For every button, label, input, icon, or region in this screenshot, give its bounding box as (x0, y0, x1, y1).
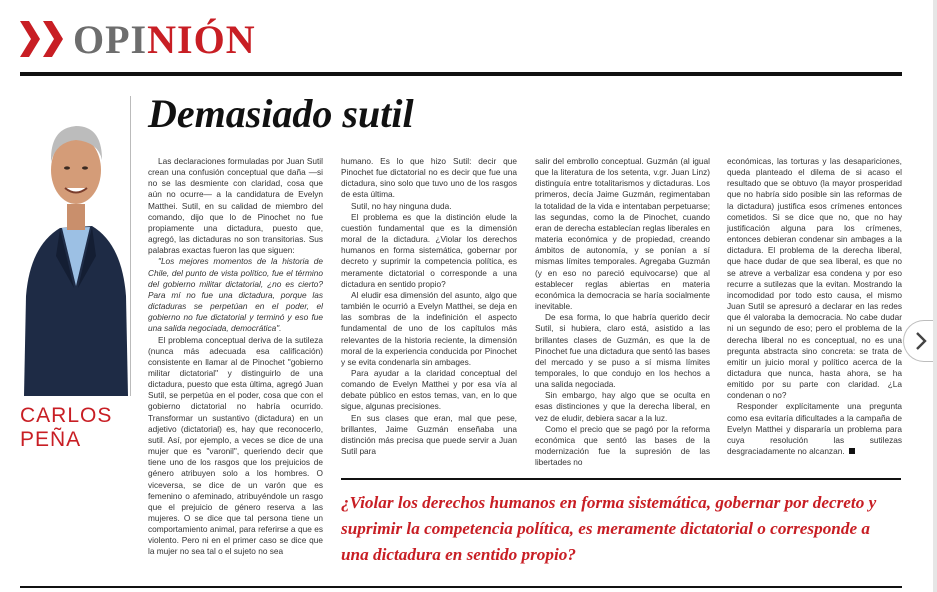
pullquote: ¿Violar los derechos humanos en forma sistemática, gobernar por decreto y suprimir la competencia política, es meramente dictatorial o corresponde a una dictadura en sentido propio? (341, 493, 877, 564)
article-paragraph: "Los mejores momentos de la historia de Chile, del punto de vista político, fue el término del gobierno militar dictatorial, ¿no es cierto? Para mí no fue una dictadura, porque las dictaduras se perpetúan en el poder, el gobierno no fue dictatorial y terminó y eso fue una salida negociada, democrática". (148, 256, 323, 334)
section-header (20, 14, 256, 64)
article-paragraph: El problema conceptual deriva de la sutileza (nunca más adecuada esa calificación) consistente en llamar al de Pinochet "gobierno militar dictatorial" y distinguirlo de una dictadura, puesto que esta última, agregó Juan Sutil, se perpetúa en el poder, cosa que con el gobierno dictatorial no habría ocurrido. Transformar un sustantivo (dictadura) en un adjetivo (dictatorial) es, hay que reconocerlo, sutil. Así, por ejemplo, a veces se dice de una mujer que es "varonil", queriendo decir que tiene uno de los rasgos que los prejuicios de género atribuyen solo a los hombres. O viceversa, se dice de un varón que es femenino o afeminado, atribuyéndole un rasgo que el prejuicio de género reserva a las mujeres. O se dice que tal persona tiene un comportamiento animal, para referirse a que es violento. Pero ni en el primer caso se dice que la mujer no sea tal o el sujeto no sea (148, 334, 323, 557)
article-paragraph: Responder explícitamente una pregunta como esa evitaría dificultades a la campaña de Evelyn Matthei y dispararía un problema para cuya resolución las sutilezas desgraciadamente no alcanzan. (727, 401, 902, 457)
author-last-name: PEÑA (20, 428, 82, 451)
article-paragraph: El problema es que la distinción elude la cuestión fundamental que es la dimensión moral de la dictadura. ¿Violar los derechos humanos en forma sistemática, gobernar por decreto y suprimir la competencia política, es meramente dictatorial o corresponde a una dictadura en sentido propio? (341, 211, 517, 289)
article-paragraph: Sutil, no hay ninguna duda. (351, 200, 452, 211)
author-first-name: CARLOS (20, 404, 113, 427)
article-paragraph: Al eludir esa dimensión del asunto, algo que también le ocurrió a Evelyn Matthei, se deja en las sombras de la indefinición el aspecto fundamental de uno de los capítulos más relevantes de la historia reciente, la dimensión moral de la experiencia conducida por Pinochet y se evita condenarla sin ambages. (341, 289, 517, 367)
article-column-2 (341, 156, 517, 457)
next-page-button[interactable] (903, 320, 937, 362)
pullquote-rule (341, 478, 901, 480)
article-paragraph: humano. Es lo que hizo Sutil: decir que Pinochet fue dictatorial no es decir que fue una dictadura, sino solo que tuvo uno de los rasgos de esta última. (341, 156, 517, 200)
header-rule (20, 72, 902, 76)
article-paragraph: Sin embargo, hay algo que se oculta en esas distinciones y que la derecha liberal, en vez de eludir, debiera sacar a la luz. (535, 390, 710, 423)
double-chevron-icon (20, 21, 63, 57)
article-headline: Demasiado sutil (148, 91, 414, 136)
article-paragraph: Para ayudar a la claridad conceptual del comando de Evelyn Matthei y por esa vía al debate público en estos temas, van, en lo que sigue, algunas precisiones. (341, 367, 517, 412)
article-paragraph: En sus clases que eran, mal que pese, brillantes, Jaime Guzmán enseñaba una distinción más precisa que puede servir a Juan Sutil para (341, 412, 517, 457)
author-name (20, 404, 112, 452)
end-mark (849, 448, 855, 454)
article-paragraph: De esa forma, lo que habría querido decir Sutil, si hubiera, claro está, asistido a las brillantes clases de Guzmán, es que la de Pinochet fue una dictadura que sentó las bases del mercado y se puso a sí misma límites temporales, lo que condujo en los hechos a una salida negociada. (535, 312, 710, 390)
article-paragraph: Como el precio que se pagó por la reforma económica que sentó las bases de la modernización fue la supresión de las libertades no (535, 423, 710, 468)
article-column-1 (148, 156, 323, 558)
author-portrait (20, 96, 130, 396)
article-column-4 (727, 156, 902, 457)
column-divider (130, 96, 131, 396)
section-title: OPINIÓN (73, 16, 256, 62)
footer-rule (20, 586, 902, 588)
viewer-edge (933, 0, 937, 592)
article-paragraph: salir del embrollo conceptual. Guzmán (al igual que la literatura de los setenta, v.gr. Juan Linz) distinguía entre totalitarismos y dictaduras. Los primeros, decía Jaime Guzmán, regimentaban la totalidad de la vida e intentaban perpetuarse; las segundas, como la de Pinochet, cuando eran de derecha establecían reglas liberales en materia económica y de propiedad, creando ámbitos de autonomía, y se ponían a sí mismas límites temporales. Agregaba Guzmán (y en eso no pareció equivocarse) que al establecer reglas abiertas en materia económica la democracia se haría socialmente inevitable. (535, 156, 710, 312)
article-paragraph: económicas, las torturas y las desapariciones, queda planteado el dilema de si acaso el resultado que se obtuvo (la mayor prosperidad que no habría sido posible sin las reformas de la dictadura) justifica esos crímenes entonces cometidos. Si se dice que no, que no hay justificación alguna para los crímenes, entonces debieran condenar sin ambages a la dictadura. El problema de la derecha liberal, que hace dudar de que sea liberal, es que no se atreve a verbalizar esa condena y por eso recurre a sutilezas que la evitan. Mostrando la incomodidad por todo esto causa, el mismo Juan Sutil se apresuró a declarar en las redes que él valoraba la democracia. No cabe dudar ni un segundo de eso; pero el problema de la derecha liberal no es conceptual, no es una pregunta abstracta sino concreta: se trata de emitir un juicio moral y político acerca de la dictadura que nunca, hasta ahora, se ha emitido por su parte con claridad. ¿La condenan o no? (727, 156, 902, 401)
chevron-right-icon (914, 331, 928, 351)
article-column-3 (535, 156, 710, 468)
article-paragraph: Las declaraciones formuladas por Juan Sutil crean una confusión conceptual que daña —si no se las desmiente con claridad, cosa que aún no ocurre— a la candidatura de Evelyn Matthei. Sutil, en su calidad de miembro del comando, dijo que lo de Pinochet no fue propiamente una dictadura, puesto que, agregó, las dictaduras no son transitorias. Sus palabras exactas fueron las que siguen: (148, 156, 323, 256)
